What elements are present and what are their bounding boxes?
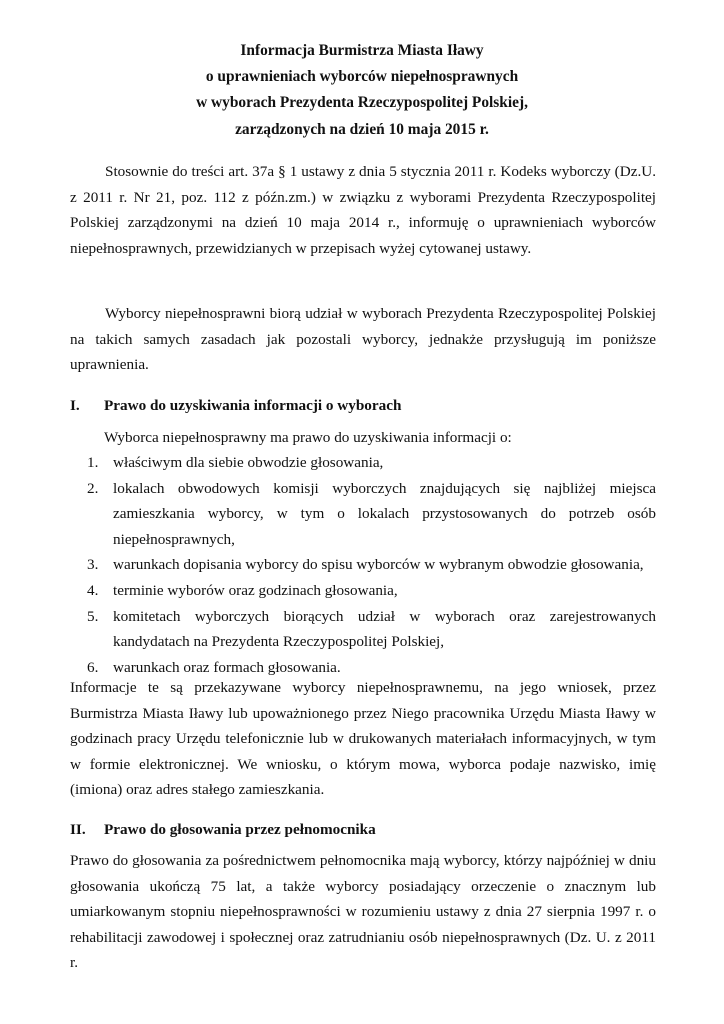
list-item (70, 552, 656, 578)
title-line-3: w wyborach Prezydenta Rzeczypospolitej Polskiej, (196, 94, 528, 112)
section-1-heading (70, 393, 656, 419)
list-item (70, 578, 656, 604)
section-2-number: II. (70, 821, 86, 838)
second-paragraph: Wyborcy niepełnosprawni biorą udział w wyborach Prezydenta Rzeczypospolitej Polskiej na takich samych zasadach jak pozostali wyborcy, jednakże przysługują im poniższe uprawnienia. (70, 305, 656, 374)
list-item-text: terminie wyborów oraz godzinach głosowania, (113, 581, 398, 599)
section-1-list (70, 450, 656, 680)
list-marker: 4. (87, 581, 99, 599)
section-2-heading (70, 817, 656, 843)
list-marker: 5. (87, 607, 99, 625)
list-item-text: właściwym dla siebie obwodzie głosowania, (113, 454, 384, 471)
title-line-4: zarządzonych na dzień 10 maja 2015 r. (235, 120, 489, 138)
list-item-text: lokalach obwodowych komisji wyborczych znajdujących się najbliżej miejsca zamieszkania wyborcy, w tym o lokalach przystosowanych do potrzeb osób niepełnosprawnych, (113, 479, 656, 548)
section-2-title: Prawo do głosowania przez pełnomocnika (104, 821, 376, 838)
section-1-closing-paragraph: Informacje te są przekazywane wyborcy niepełnosprawnemu, na jego wniosek, przez Burmistrza Miasta Iławy lub upoważnionego przez Niego pracownika Urzędu Miasta Iławy w godzinach pracy Urzędu telefonicznie lub w drukowanych materiałach informacyjnych, w tym w formie elektronicznej. We wniosku, o którym mowa, wyborca podaje nazwisko, imię (imiona) oraz adres stałego zamieszkania. (70, 679, 656, 799)
section-2-paragraph: Prawo do głosowania za pośrednictwem pełnomocnika mają wyborcy, którzy najpóźniej w dniu głosowania ukończą 75 lat, a także wyborcy posiadający orzeczenie o znacznym lub umiarkowanym stopniu niepełnosprawności w rozumieniu ustawy z dnia 27 sierpnia 1997 r. o rehabilitacji zawodowej i społecznej oraz zatrudnianiu osób niepełnosprawnych (Dz. U. z 2011 r. (70, 852, 656, 972)
list-item (70, 604, 656, 655)
list-item-text: warunkach oraz formach głosowania. (113, 658, 341, 676)
section-1-number: I. (70, 397, 80, 414)
list-marker: 2. (87, 479, 99, 497)
section-1-title: Prawo do uzyskiwania informacji o wyborach (104, 397, 402, 414)
list-marker: 3. (87, 556, 99, 574)
document-title (0, 38, 724, 143)
list-item-text: komitetach wyborczych biorących udział w wyborach oraz zarejestrowanych kandydatach na Prezydenta Rzeczypospolitej Polskiej, (113, 607, 656, 651)
list-marker: 6. (87, 658, 99, 676)
title-line-1: Informacja Burmistrza Miasta Iławy (240, 42, 484, 59)
title-line-2: o uprawnieniach wyborców niepełnosprawnych (205, 68, 519, 86)
intro-paragraph: Stosownie do treści art. 37a § 1 ustawy z dnia 5 stycznia 2011 r. Kodeks wyborczy (Dz.U. z 2011 r. Nr 21, poz. 112 z późn.zm.) w związku z wyborami Prezydenta Rzeczypospolitej Polskiej zarządzonymi na dzień 10 maja 2014 r., informuję o uprawnieniach wyborców niepełnosprawnych, przewidzianych w przepisach wyżej cytowanej ustawy. (70, 163, 656, 257)
list-item (70, 450, 656, 476)
list-item-text: warunkach dopisania wyborcy do spisu wyborców w wybranym obwodzie głosowania, (113, 556, 644, 574)
list-marker: 1. (87, 454, 99, 471)
list-item (70, 476, 656, 553)
section-1-list-intro: Wyborca niepełnosprawny ma prawo do uzyskiwania informacji o: (104, 429, 512, 446)
